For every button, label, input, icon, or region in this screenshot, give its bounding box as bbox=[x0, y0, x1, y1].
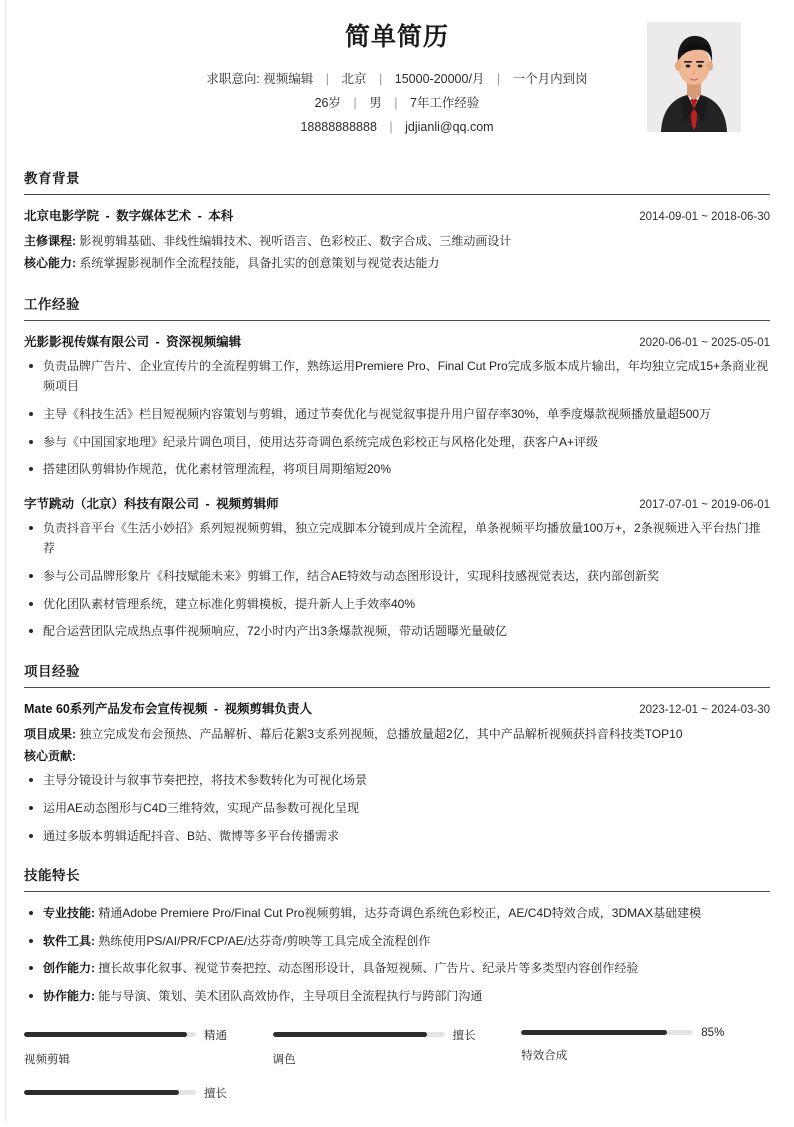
project-date: 2023-12-01 ~ 2024-03-30 bbox=[639, 703, 770, 716]
list-item: 负责品牌广告片、企业宣传片的全流程剪辑工作，熟练运用Premiere Pro、Final Cut Pro完成多版本成片输出，年均独立完成15+条商业视频项目 bbox=[24, 356, 770, 397]
list-item bbox=[24, 986, 770, 1007]
work-title bbox=[24, 332, 241, 350]
skill-bar-grid bbox=[0, 1027, 794, 1127]
list-item: 通过多版本剪辑适配抖音、B站、微博等多平台传播需求 bbox=[24, 826, 770, 847]
separator-icon: | bbox=[325, 72, 330, 86]
section-divider bbox=[24, 891, 770, 892]
list-item: 主导《科技生活》栏目短视频内容策划与剪辑，通过节奏优化与视觉叙事提升用户留存率30%，单季度爆款视频播放量超500万 bbox=[24, 404, 770, 425]
separator-icon: | bbox=[496, 72, 501, 86]
separator-icon: | bbox=[389, 119, 393, 134]
job-intent-salary: 15000-20000/月 bbox=[394, 72, 485, 86]
work-company: 光影影视传媒有限公司 bbox=[24, 334, 150, 349]
list-item: 参与公司品牌形象片《科技赋能未来》剪辑工作，结合AE特效与动态图形设计，实现科技感视觉表达，获内部创新奖 bbox=[24, 566, 770, 587]
resume-header bbox=[0, 0, 794, 149]
dash-separator: - bbox=[194, 209, 206, 224]
project-result bbox=[24, 723, 770, 745]
education-courses bbox=[24, 230, 770, 252]
project-entry bbox=[24, 699, 770, 846]
skill-bar-item bbox=[521, 1027, 770, 1067]
skill-bar-row bbox=[24, 1085, 255, 1101]
section-skills bbox=[0, 864, 794, 1007]
section-education bbox=[0, 167, 794, 274]
skill-bar-name: 视频剪辑 bbox=[24, 1053, 70, 1066]
work-entry bbox=[24, 494, 770, 642]
contact-line-reach bbox=[97, 116, 697, 140]
education-school: 北京电影学院 bbox=[24, 209, 100, 224]
list-item bbox=[24, 958, 770, 979]
list-item: 参与《中国国家地理》纪录片调色项目，使用达芬奇调色系统完成色彩校正与风格化处理，获客户A+评级 bbox=[24, 432, 770, 453]
list-item bbox=[24, 903, 770, 924]
skill-bar-item bbox=[273, 1027, 522, 1067]
contact-email: jdjianli@qq.com bbox=[405, 119, 494, 134]
work-entry bbox=[24, 332, 770, 480]
education-ability-label: 核心能力: bbox=[24, 256, 76, 271]
project-result-value: 独立完成发布会预热、产品解析、幕后花絮3支系列视频，总播放量超2亿，其中产品解析视频获抖音科技类TOP10 bbox=[79, 726, 683, 741]
education-title bbox=[24, 206, 233, 224]
project-bullet-list bbox=[24, 770, 770, 846]
project-name: Mate 60系列产品发布会宣传视频 bbox=[24, 701, 208, 716]
skill-bar-item bbox=[24, 1027, 273, 1067]
contact-line-personal bbox=[97, 92, 697, 116]
work-company: 字节跳动（北京）科技有限公司 bbox=[24, 496, 200, 511]
skill-item-value: 熟练使用PS/AI/PR/FCP/AE/达芬奇/剪映等工具完成全流程创作 bbox=[98, 933, 431, 948]
section-heading-education: 教育背景 bbox=[24, 171, 80, 187]
section-work bbox=[0, 293, 794, 642]
skills-bullet-list bbox=[24, 903, 770, 1007]
skill-item-label: 创作能力: bbox=[43, 961, 95, 976]
job-intent-role: 视频编辑 bbox=[263, 72, 314, 86]
dash-separator: - bbox=[102, 209, 114, 224]
section-divider bbox=[24, 320, 770, 321]
dash-separator: - bbox=[202, 496, 214, 511]
entry-header bbox=[24, 699, 770, 717]
contact-line-intent bbox=[97, 68, 697, 92]
skill-item-value: 精通Adobe Premiere Pro/Final Cut Pro视频剪辑，达芬奇调色系统色彩校正，AE/C4D特效合成，3DMAX基础建模 bbox=[98, 906, 702, 921]
list-item: 运用AE动态图形与C4D三维特效，实现产品参数可视化呈现 bbox=[24, 798, 770, 819]
skill-bar-level: 精通 bbox=[204, 1029, 227, 1042]
skill-bar-level: 擅长 bbox=[452, 1029, 476, 1042]
education-date: 2014-09-01 ~ 2018-06-30 bbox=[639, 211, 770, 224]
list-item: 主导分镜设计与叙事节奏把控，将技术参数转化为可视化场景 bbox=[24, 770, 770, 791]
education-major: 数字媒体艺术 bbox=[116, 209, 192, 224]
separator-icon: | bbox=[353, 95, 357, 110]
project-contribution-label: 核心贡献: bbox=[24, 749, 76, 764]
section-divider bbox=[24, 194, 770, 195]
separator-icon: | bbox=[394, 95, 398, 110]
skill-item-label: 软件工具: bbox=[43, 933, 95, 948]
education-ability-value: 系统掌握影视制作全流程技能，具备扎实的创意策划与视觉表达能力 bbox=[79, 256, 440, 271]
personal-experience-years: 7年工作经验 bbox=[409, 95, 480, 110]
header-main bbox=[97, 22, 697, 139]
avatar-portrait-icon bbox=[647, 22, 741, 132]
list-item: 优化团队素材管理系统，建立标准化剪辑模板，提升新人上手效率40% bbox=[24, 594, 770, 615]
work-role: 资深视频编辑 bbox=[166, 334, 242, 349]
work-date: 2020-06-01 ~ 2025-05-01 bbox=[639, 336, 770, 349]
entry-header bbox=[24, 332, 770, 350]
skill-bar-track bbox=[24, 1090, 196, 1095]
job-intent-city: 北京 bbox=[341, 72, 367, 86]
section-heading-work: 工作经验 bbox=[24, 296, 80, 312]
skill-bar-fill bbox=[273, 1032, 428, 1037]
list-item bbox=[24, 931, 770, 952]
project-role: 视频剪辑负责人 bbox=[224, 701, 312, 716]
skill-bar-row bbox=[273, 1027, 504, 1043]
skill-item-label: 协作能力: bbox=[43, 989, 95, 1003]
work-title bbox=[24, 494, 279, 512]
skill-item-value: 能与导演、策划、美术团队高效协作，主导项目全流程执行与跨部门沟通 bbox=[98, 989, 483, 1003]
education-entry bbox=[24, 206, 770, 274]
contact-phone: 18888888888 bbox=[300, 119, 377, 134]
project-result-label: 项目成果: bbox=[24, 726, 76, 741]
left-edge-rule bbox=[5, 0, 6, 1123]
skill-bar-track bbox=[24, 1032, 196, 1037]
skill-item-label: 专业技能: bbox=[43, 906, 95, 921]
entry-header bbox=[24, 206, 770, 224]
list-item: 负责抖音平台《生活小妙招》系列短视频剪辑，独立完成脚本分镜到成片全流程，单条视频平均播放量100万+，2条视频进入平台热门推荐 bbox=[24, 518, 770, 559]
work-date: 2017-07-01 ~ 2019-06-01 bbox=[639, 498, 770, 511]
skill-bar-track bbox=[273, 1032, 445, 1037]
work-role: 视频剪辑师 bbox=[216, 496, 279, 511]
education-courses-value: 影视剪辑基础、非线性编辑技术、视听语言、色彩校正、数字合成、三维动画设计 bbox=[79, 234, 512, 249]
job-intent-label: 求职意向: bbox=[206, 72, 260, 86]
list-item: 配合运营团队完成热点事件视频响应，72小时内产出3条爆款视频，带动话题曝光量破亿 bbox=[24, 621, 770, 642]
list-item: 搭建团队剪辑协作规范，优化素材管理流程，将项目周期缩短20% bbox=[24, 459, 770, 480]
skill-bar-fill bbox=[521, 1030, 667, 1035]
job-intent-availability: 一个月内到岗 bbox=[512, 72, 588, 86]
skill-item-value: 擅长故事化叙事、视觉节奏把控、动态图形设计，具备短视频、广告片、纪录片等多类型内容创作经验 bbox=[98, 961, 639, 976]
skill-bar-fill bbox=[24, 1090, 179, 1095]
skill-bar-row bbox=[521, 1027, 752, 1039]
entry-header bbox=[24, 494, 770, 512]
section-heading-skills: 技能特长 bbox=[24, 868, 80, 884]
skill-bar-level: 85% bbox=[701, 1026, 725, 1039]
skill-bar-fill bbox=[24, 1032, 187, 1037]
dash-separator: - bbox=[210, 701, 222, 716]
skill-bar-name: 调色 bbox=[272, 1053, 296, 1066]
avatar bbox=[647, 22, 741, 132]
personal-gender: 男 bbox=[369, 95, 382, 110]
dash-separator: - bbox=[152, 334, 164, 349]
education-ability bbox=[24, 252, 770, 274]
skill-bar-name: 特效合成 bbox=[521, 1049, 568, 1062]
section-divider bbox=[24, 687, 770, 688]
skill-bar-item bbox=[24, 1085, 273, 1109]
project-title bbox=[24, 699, 312, 717]
separator-icon: | bbox=[379, 72, 383, 86]
education-courses-label: 主修课程: bbox=[24, 234, 76, 249]
skill-bar-row bbox=[24, 1027, 255, 1043]
work-bullet-list bbox=[24, 356, 770, 480]
education-degree: 本科 bbox=[208, 209, 234, 224]
section-project bbox=[0, 660, 794, 846]
skill-bar-level: 擅长 bbox=[204, 1087, 227, 1100]
personal-age: 26岁 bbox=[314, 95, 341, 110]
section-heading-project: 项目经验 bbox=[24, 663, 80, 679]
skill-bar-track bbox=[521, 1030, 693, 1035]
work-bullet-list bbox=[24, 518, 770, 642]
page-title: 简单简历 bbox=[344, 23, 449, 51]
